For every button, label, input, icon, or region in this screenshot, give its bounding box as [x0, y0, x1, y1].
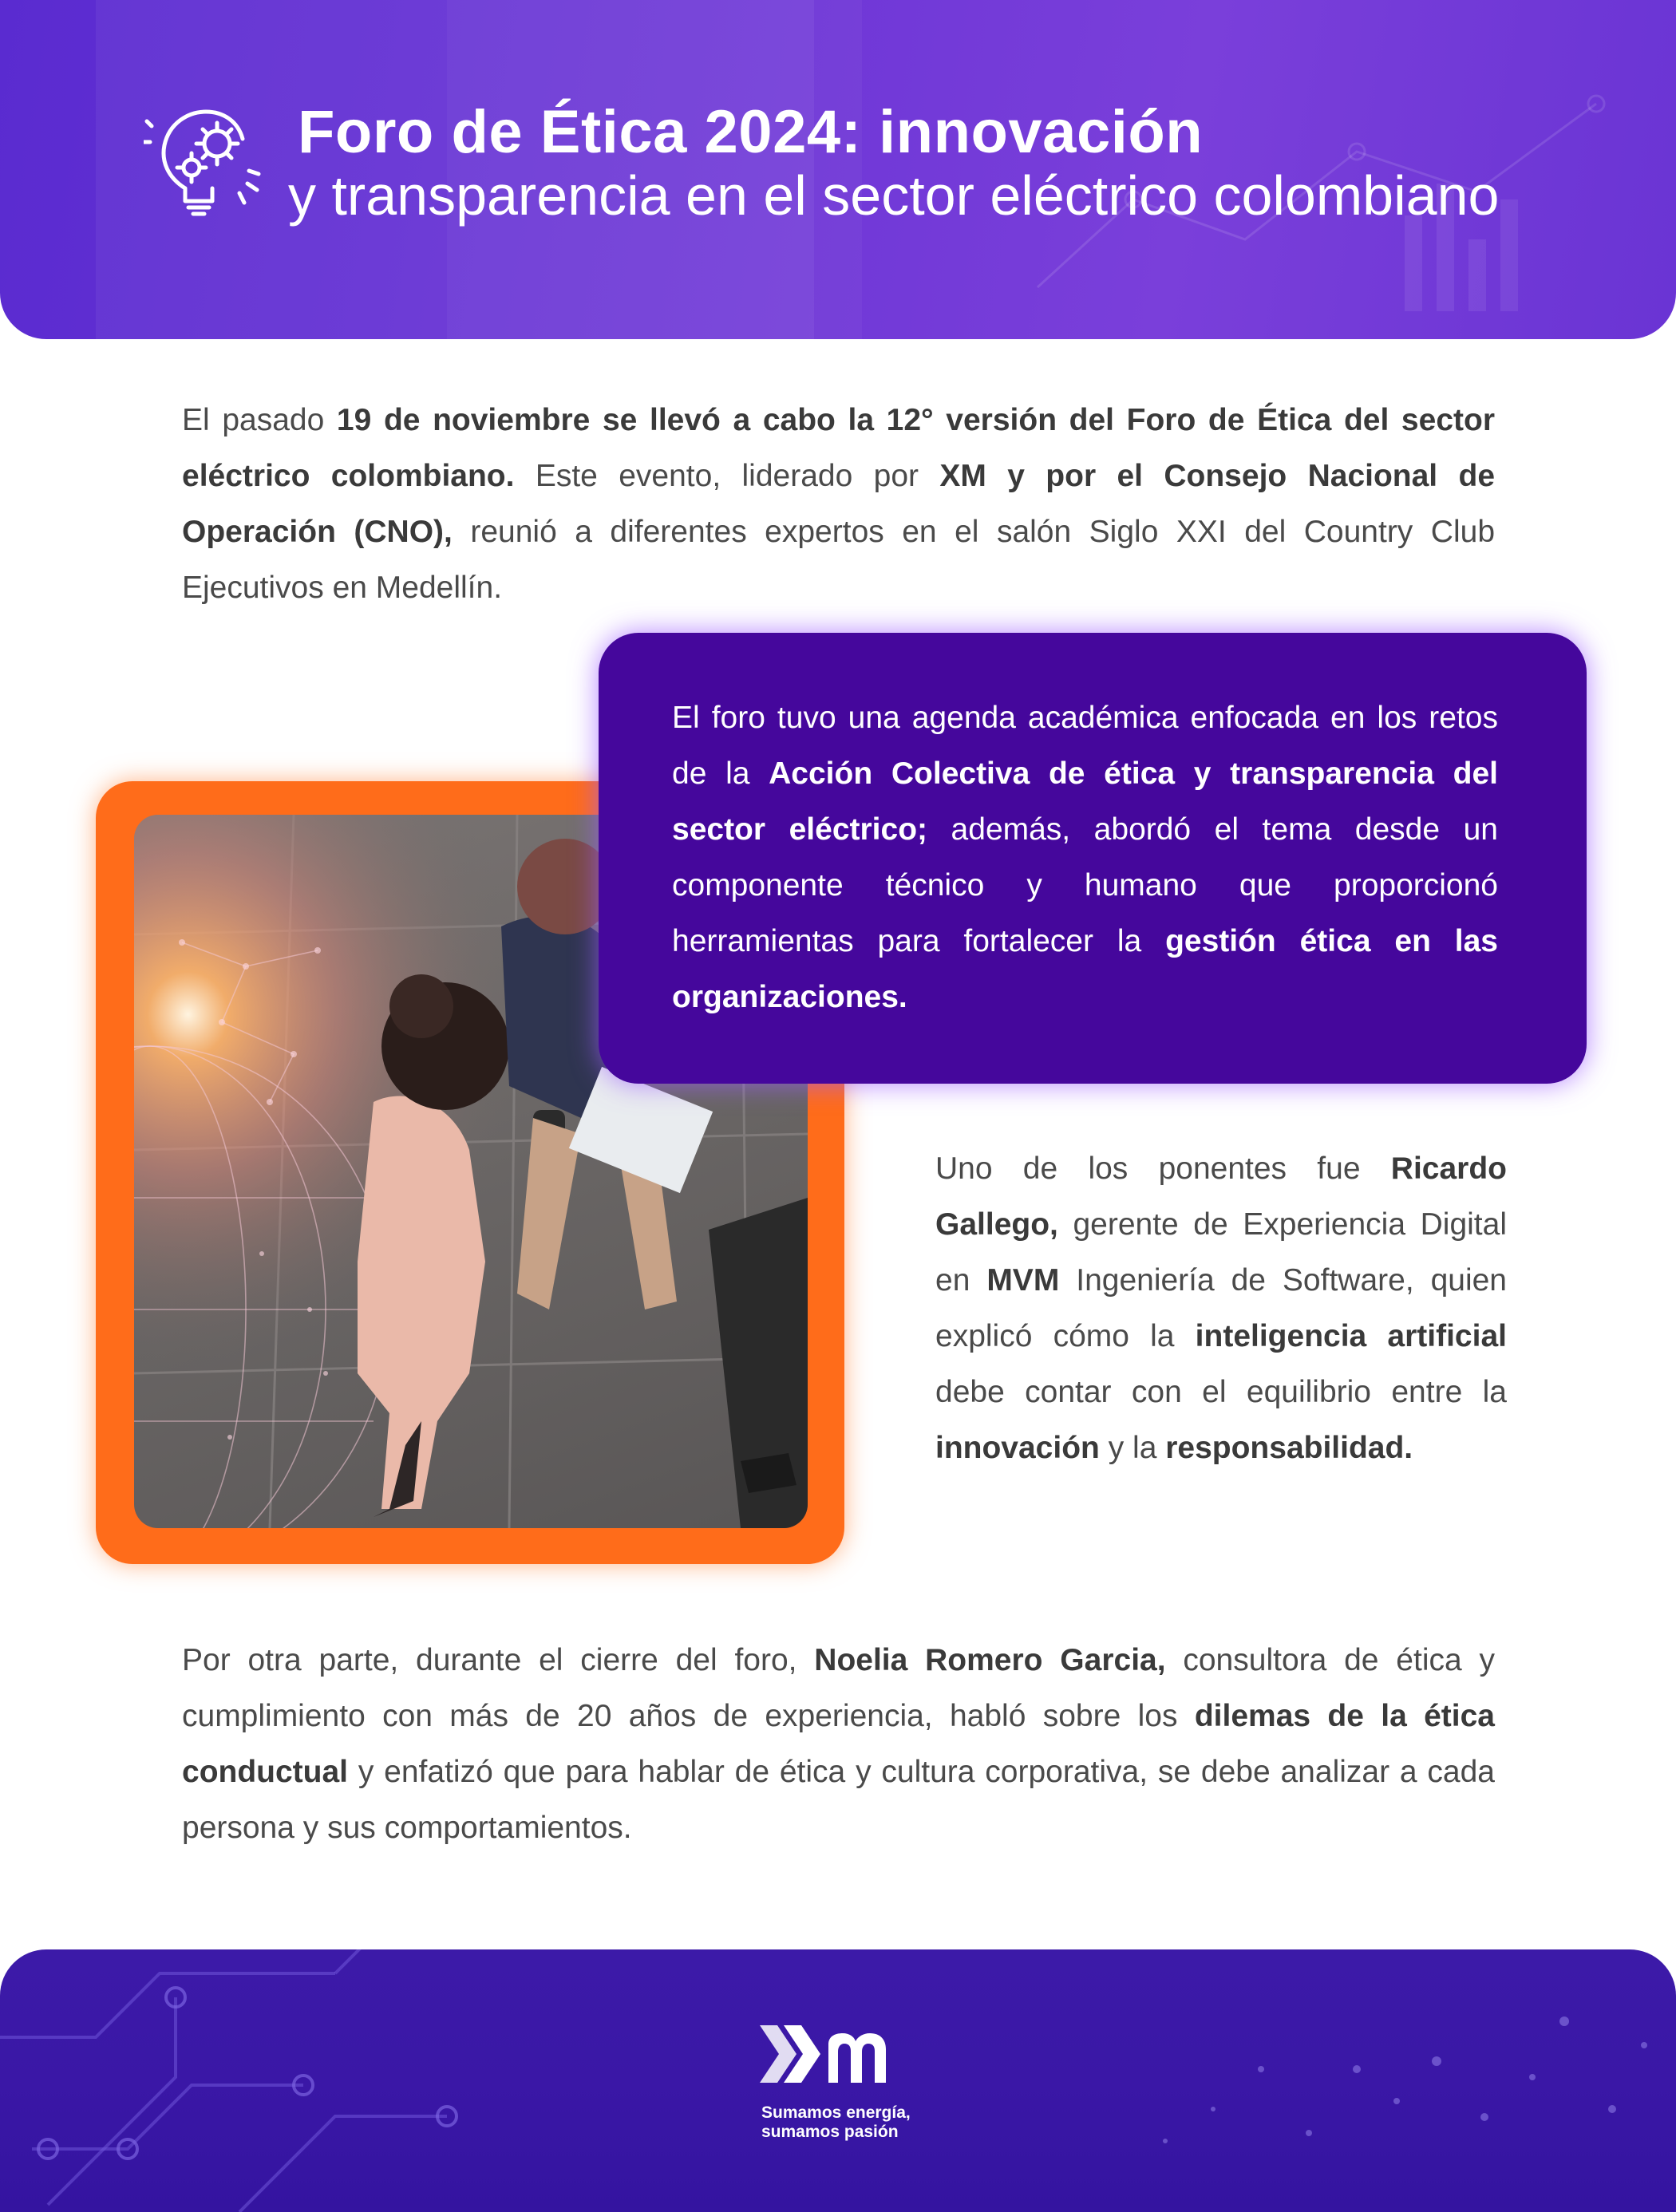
callout-bold-accion-colectiva: Acción Colectiva de ética y transparencia del sector eléctrico;: [672, 756, 1499, 847]
page-subtitle: y transparencia en el sector eléctrico colombiano: [288, 164, 1500, 227]
speaker-bold-name: Ricardo Gallego,: [935, 1151, 1507, 1242]
callout-paragraph: [672, 690, 1498, 1025]
speaker-text-5: y la: [1099, 1431, 1166, 1465]
intro-text-2: Este evento, liderado por: [514, 459, 940, 493]
closing-text-2: consultora de ética y cumplimiento con más de 20 años de experiencia, habló sobre los: [182, 1643, 1495, 1733]
closing-text-1: Por otra parte, durante el cierre del foro,: [182, 1643, 815, 1677]
speaker-text-2: gerente de Experiencia Digital en: [935, 1207, 1507, 1298]
callout-text-2: además, abordó el tema desde un componente técnico y humano que proporcionó herramientas para fortalecer la: [672, 812, 1498, 958]
closing-bold-name: Noelia Romero Garcia,: [814, 1643, 1166, 1677]
speaker-text-1: Uno de los ponentes fue: [935, 1151, 1391, 1186]
intro-text-1: El pasado: [182, 403, 337, 437]
speaker-text-4: debe contar con el equilibrio entre la: [935, 1375, 1507, 1409]
speaker-text-3: Ingeniería de Software, quien explicó cómo la: [935, 1263, 1507, 1353]
footer-banner: [0, 1949, 1676, 2212]
header-banner: [0, 0, 1676, 339]
intro-paragraph: [182, 393, 1495, 616]
closing-bold-dilemas: dilemas de la ética conductual: [182, 1699, 1495, 1789]
speaker-bold-responsabilidad: responsabilidad.: [1165, 1431, 1413, 1465]
speaker-bold-innovacion: innovación: [935, 1431, 1100, 1465]
callout-bold-gestion-etica: gestión ética en las organizaciones.: [672, 924, 1498, 1014]
speaker-bold-ia: inteligencia artificial: [1195, 1319, 1507, 1353]
speaker-paragraph: [935, 1141, 1507, 1476]
intro-bold-date: 19 de noviembre se llevó a cabo la 12° versión del Foro de Ética del sector eléctrico colombiano.: [182, 403, 1495, 493]
lightbulb-gears-icon: [144, 94, 263, 222]
intro-bold-organizers: XM y por el Consejo Nacional de Operación (CNO),: [182, 459, 1496, 549]
speaker-bold-company: MVM: [986, 1263, 1060, 1298]
closing-paragraph: [182, 1633, 1495, 1856]
highlight-callout: [599, 633, 1587, 1084]
footer-tagline: [761, 2103, 969, 2142]
tagline-line-2: sumamos pasión: [761, 2123, 899, 2141]
tagline-line-1: Sumamos energía,: [761, 2103, 911, 2122]
closing-text-3: y enfatizó que para hablar de ética y cultura corporativa, se debe analizar a cada persona y sus comportamientos.: [182, 1755, 1495, 1845]
xm-logo: [760, 2025, 919, 2089]
page-title: Foro de Ética 2024: innovación: [298, 98, 1204, 166]
intro-text-3: reunió a diferentes expertos en el salón Siglo XXI del Country Club Ejecutivos en Medellín.: [182, 515, 1496, 605]
callout-text-1: El foro tuvo una agenda académica enfocada en los retos de la: [672, 701, 1498, 791]
